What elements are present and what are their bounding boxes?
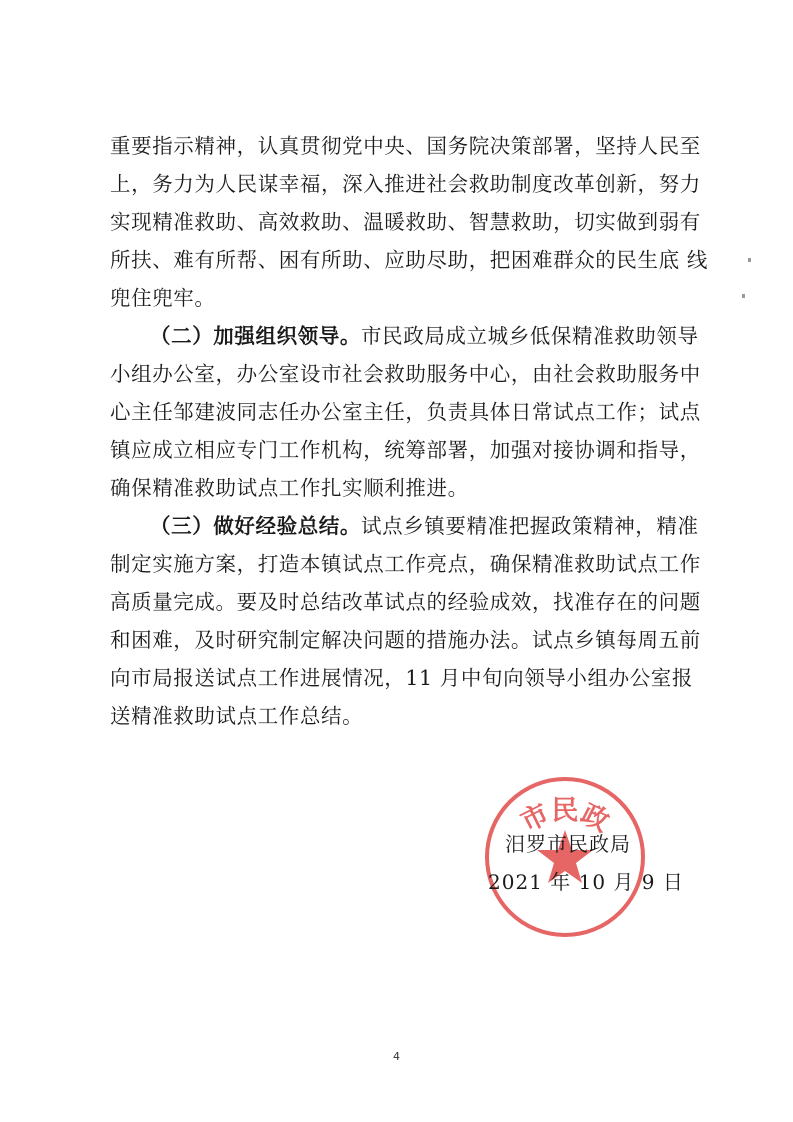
signature-organization: 汨罗市民政局 — [505, 832, 631, 856]
paragraph-line: 确保精准救助试点工作扎实顺利推进。 — [110, 476, 469, 500]
paragraph-line: 和困难，及时研究制定解决问题的措施办法。试点乡镇每周五前 — [110, 628, 701, 652]
paragraph-line: 实现精准救助、高效救助、温暖救助、智慧救助，切实做到弱有 — [110, 210, 701, 234]
paragraph-line: 小组办公室，办公室设市社会救助服务中心，由社会救助服务中 — [110, 362, 701, 386]
paragraph-line: 所扶、难有所帮、困有所助、应助尽助，把困难群众的民生底 线 — [110, 248, 708, 272]
paragraph-line: 心主任邹建波同志任办公室主任，负责具体日常试点工作；试点 — [110, 400, 701, 424]
paragraph-line: 兜住兜牢。 — [110, 286, 216, 310]
scan-artifact — [748, 258, 751, 262]
section2-first-line — [150, 324, 730, 348]
section3-first-line-text: 试点乡镇要精准把握政策精神，精准 — [361, 514, 699, 538]
section3-heading: （三）做好经验总结。 — [150, 514, 361, 538]
seal-text: 市民政 — [516, 795, 614, 839]
section3-first-line — [150, 514, 730, 538]
paragraph-line: 制定实施方案，打造本镇试点工作亮点，确保精准救助试点工作 — [110, 552, 701, 576]
paragraph-line: 镇应成立相应专门工作机构，统筹部署，加强对接协调和指导， — [110, 438, 701, 462]
scan-artifact — [742, 294, 745, 298]
paragraph-line: 高质量完成。要及时总结改革试点的经验成效，找准存在的问题 — [110, 590, 701, 614]
paragraph-line: 向市局报送试点工作进展情况，11 月中旬向领导小组办公室报 — [110, 666, 693, 690]
paragraph-line: 上，务力为人民谋幸福，深入推进社会救助制度改革创新，努力 — [110, 172, 701, 196]
paragraph-line: 送精准救助试点工作总结。 — [110, 704, 364, 728]
page-number: 4 — [393, 1050, 400, 1063]
section2-heading: （二）加强组织领导。 — [150, 324, 361, 348]
section2-first-line-text: 市民政局成立城乡低保精准救助领导 — [361, 324, 699, 348]
paragraph-line: 重要指示精神，认真贯彻党中央、国务院决策部署，坚持人民至 — [110, 134, 701, 158]
official-seal-icon — [480, 772, 650, 942]
signature-date: 2021 年 10 月 9 日 — [488, 870, 684, 894]
